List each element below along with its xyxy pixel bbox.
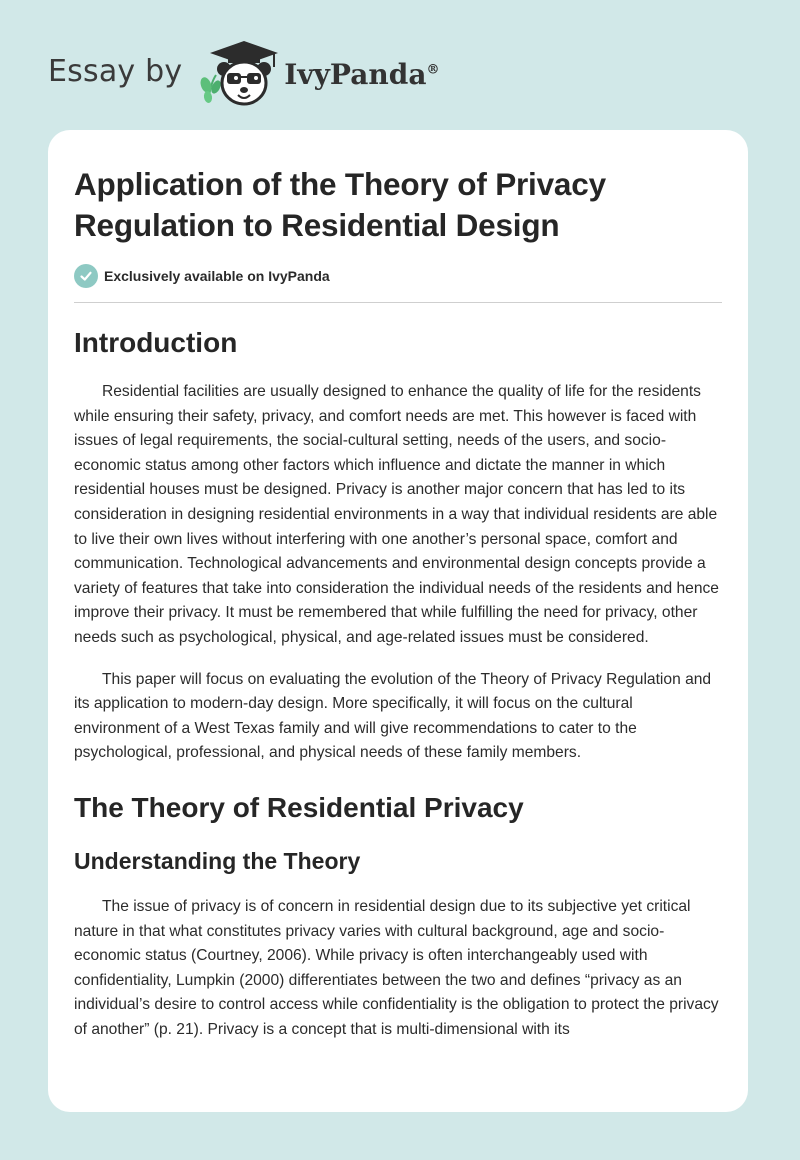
brand-name: IvyPanda® [284,57,440,91]
checkmark-icon [74,264,98,288]
section-heading-introduction: Introduction [74,327,238,358]
paragraph: This paper will focus on evaluating the evolution of the Theory of Privacy Regulation and its application to modern-day design. More specifically, it will focus on the cultural environment of a West Texas family and will give recommendations to cater to the psychological, professional, and physical needs of these family members. [74,670,712,762]
brand-logo[interactable] [48,38,439,108]
title-divider [74,302,722,303]
panda-mascot-icon [194,37,282,109]
essay-card [48,130,748,1112]
paragraph: Residential facilities are usually designed to enhance the quality of life for the residents while ensuring their safety, privacy, and comfort needs are met. This however is faced with issues of legal requirements, the social-cultural setting, needs of the users, and socio-economic status among other factors which influence and dictate the manner in which residential houses must be designed. Privacy is another major concern that has led to its consideration in designing residential environments in a way that individual residents are able to live their own lives without interfering with one another’s personal space, comfort and communication. Technological advancements and environmental design concepts provide a variety of features that take into consideration the individual needs of the residents and hence improve their privacy. It must be remembered that while fulfilling the need for privacy, other needs such as psychological, physical, and age-related issues must be considered. [74,383,719,646]
section-heading-theory: The Theory of Residential Privacy [74,791,524,823]
essay-title: Application of the Theory of Privacy Regulation to Residential Design [74,166,606,243]
brand-prefix: Essay by [48,53,183,89]
exclusive-badge-label: Exclusively available on IvyPanda [104,268,330,284]
exclusive-badge [74,264,722,288]
paragraph: The issue of privacy is of concern in residential design due to its subjective yet critical nature in that what constitutes privacy varies with cultural background, age and socio-economic status (Courtney, 2006). While privacy is often interchangeably used with confidentiality, Lumpkin (2000) differentiates between the two and defines “privacy as an individual’s desire to control access while confidentiality is the obligation to protect the privacy of another” (p. 21). Privacy is a concept that is multi-dimensional with its [74,897,719,1038]
subheading-understanding: Understanding the Theory [74,847,361,874]
